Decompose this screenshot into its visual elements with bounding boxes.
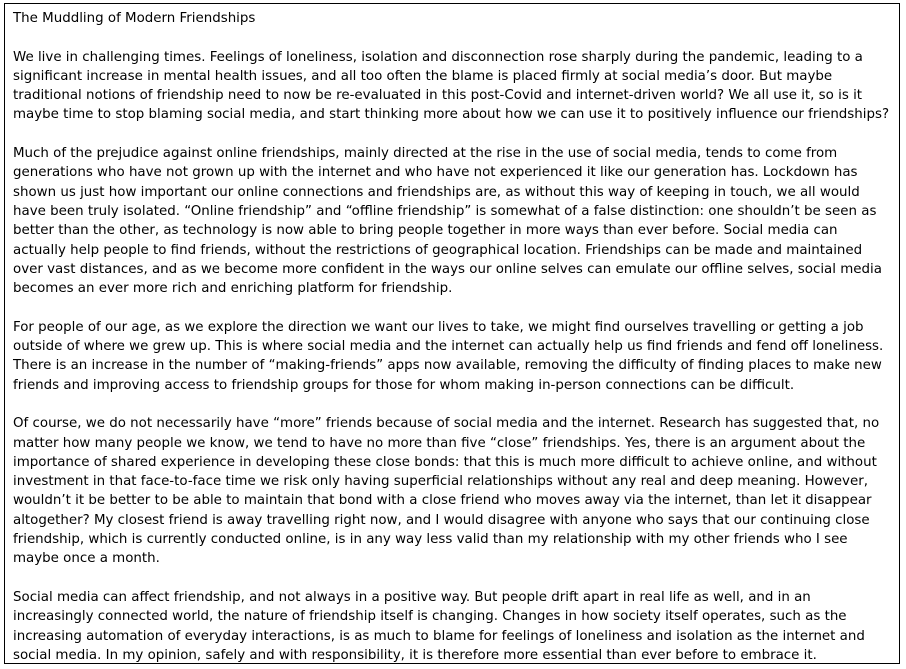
- paragraph-5: Social media can affect friendship, and not always in a positive way. But people drift apart in real life as well, and in an increasingly connected world, the nature of friendship itself is changing. Changes in how society itself operates, such as the increasing automation of everyday interactions, is as much to blame for feelings of loneliness and isolation as the internet and social media. In my opinion, safely and with responsibility, it is therefore more essential than ever before to embrace it.: [13, 589, 865, 663]
- paragraph-2: Much of the prejudice against online friendships, mainly directed at the rise in the use of social media, tends to come from generations who have not grown up with the internet and who have not experienced it like our generation has. Lockdown has shown us just how important our online connections and friendships are, as without this way of keeping in touch, we all would have been truly isolated. “Online friendship” and “offline friendship” is somewhat of a false distinction: one shouldn’t be seen as better than the other, as technology is now able to bring people together in more ways than ever before. Social media can actually help people to find friends, without the restrictions of geographical location. Friendships can be made and maintained over vast distances, and as we become more confident in the ways our online selves can emulate our offline selves, social media becomes an ever more rich and enriching platform for friendship.: [13, 146, 882, 297]
- paragraph-1: We live in challenging times. Feelings of loneliness, isolation and disconnection rose sharply during the pandemic, leading to a significant increase in mental health issues, and all too often the blame is placed firmly at social media’s door. But maybe traditional notions of friendship need to now be re-evaluated in this post-Covid and internet-driven world? We all use it, so is it maybe time to stop blaming social media, and start thinking more about how we can use it to positively influence our friendships?: [13, 49, 890, 123]
- paragraph-3: For people of our age, as we explore the direction we want our lives to take, we might find ourselves travelling or getting a job outside of where we grew up. This is where social media and the internet can actually help us find friends and fend off loneliness. There is an increase in the number of “making-friends” apps now available, removing the difficulty of finding places to make new friends and improving access to friendship groups for those for whom making in-person connections can be difficult.: [13, 319, 884, 393]
- document-title: The Muddling of Modern Friendships: [13, 11, 256, 26]
- paragraph-4: Of course, we do not necessarily have “more” friends because of social media and the internet. Research has suggested that, no matter how many people we know, we tend to have no more than five “close” friendships. Yes, there is an argument about the importance of shared experience in developing these close bonds: that this is much more difficult to achieve online, and without investment in that face-to-face time we risk only having superficial relationships without any real and deep meaning. However, wouldn’t it be better to be able to maintain that bond with a close friend who moves away via the internet, than let it disappear altogether? My closest friend is away travelling right now, and I would disagree with anyone who says that our continuing close friendship, which is currently conducted online, is in any way less valid than my relationship with my other friends who I see maybe once a month.: [13, 416, 880, 567]
- document-frame: [4, 3, 900, 664]
